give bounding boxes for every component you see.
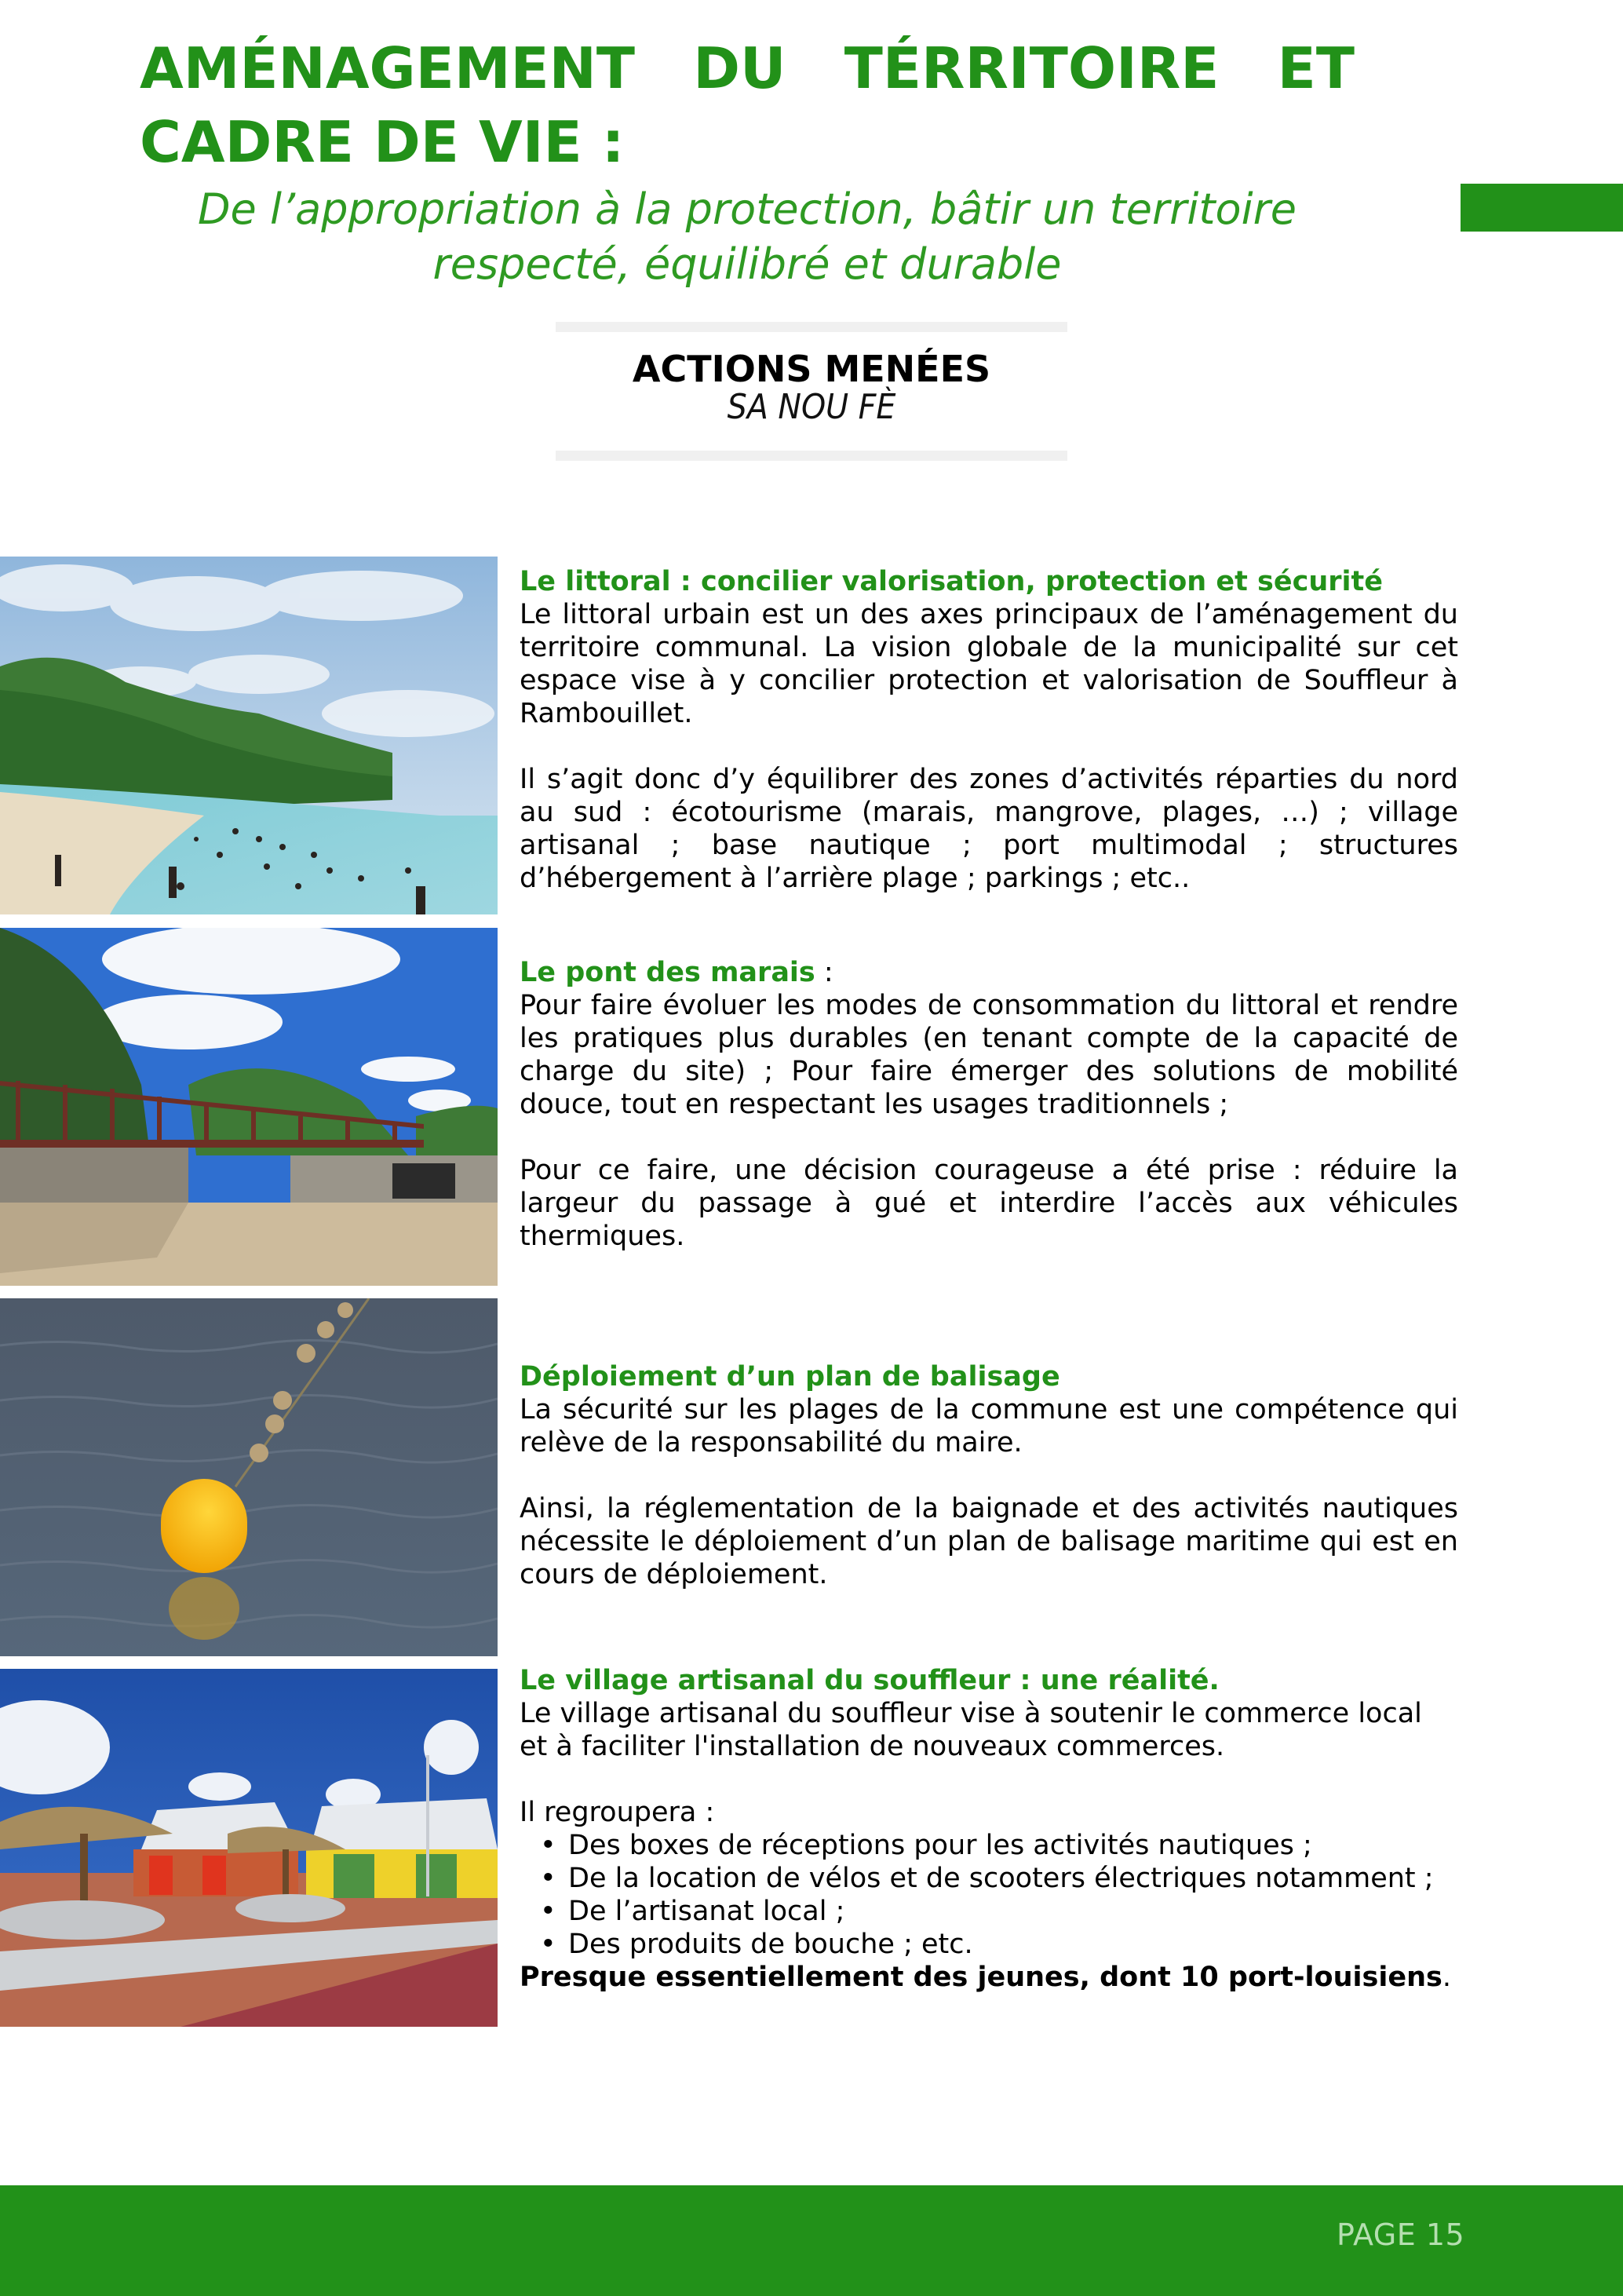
section-paragraph: Le littoral urbain est un des axes principaux de l’aménagement du territoire communal. La vision globale de la municipalité sur cet espace vise à y concilier protection et valorisation de Souffleur à Rambouillet. [520,599,1458,729]
closing-period: . [1442,1962,1451,1993]
list-item: • Des produits de bouche ; etc. [568,1928,1458,1961]
list-item: • De la location de vélos et de scooters électriques notamment ; [568,1862,1458,1895]
section-title: Le littoral : concilier valorisation, protection et sécurité [520,566,1384,597]
title-word: AMÉNAGEMENT [140,35,636,101]
page-footer [0,2185,1623,2296]
divider-top [556,322,1067,332]
section-paragraph: Le village artisanal du souffleur vise à soutenir le commerce local et à faciliter l'installation de nouveaux commerces. [520,1698,1422,1762]
title-word: ET [1277,35,1355,101]
title-word: TÉRRITOIRE [844,35,1220,101]
section-title: Déploiement d’un plan de balisage [520,1361,1060,1393]
beach-crowd-photo [0,557,498,914]
actions-title: ACTIONS MENÉES [632,348,991,390]
marsh-bridge-photo [0,928,498,1286]
actions-subtitle: SA NOU FÈ [727,387,896,427]
section-paragraph: Pour ce faire, une décision courageuse a été prise : réduire la largeur du passage à gué et interdire l’accès aux véhicules thermiques. [520,1155,1458,1252]
list-item: • Des boxes de réceptions pour les activités nautiques ; [568,1829,1458,1862]
page-title [140,31,1355,179]
title-word: DU [693,35,786,101]
closing-statement: Presque essentiellement des jeunes, dont 10 port-louisiens [520,1962,1442,1993]
divider-bottom [556,451,1067,461]
section-balisage [520,1360,1458,1591]
section-paragraph: Il s’agit donc d’y équilibrer des zones d’activités réparties du nord au sud : écotourisme (marais, mangrove, plages, …) ; village artisanal ; base nautique ; port multimodal ; structures d’hébergement à l’arrière plage ; parkings ; etc.. [520,764,1458,894]
section-village-artisanal [520,1664,1458,1994]
section-littoral [520,565,1458,895]
section-title-suffix: : [815,957,833,988]
page-subtitle [140,182,1355,292]
page-title-line2: CADRE DE VIE : [140,109,625,175]
section-title: Le village artisanal du souffleur : une réalité. [520,1665,1220,1696]
section-paragraph: Ainsi, la réglementation de la baignade et des activités nautiques nécessite le déploiement d’un plan de balisage maritime qui est en cours de déploiement. [520,1493,1458,1590]
green-accent-bar [1461,184,1623,232]
section-paragraph: La sécurité sur les plages de la commune est une compétence qui relève de la responsabilité du maire. [520,1394,1458,1458]
buoy-photo [0,1298,498,1656]
artisan-village-photo [0,1669,498,2027]
subtitle-line1: De l’appropriation à la protection, bâtir un territoire [197,184,1297,234]
section-pont-des-marais [520,956,1458,1253]
list-item: • De l’artisanat local ; [568,1895,1458,1928]
subtitle-line2: respecté, équilibré et durable [432,239,1062,289]
section-paragraph: Pour faire évoluer les modes de consommation du littoral et rendre les pratiques plus durables (en tenant compte de la capacité de charge du site) ; Pour faire émerger des solutions de mobilité douce, tout en respectant les usages traditionnels ; [520,990,1458,1120]
feature-list [520,1829,1458,1961]
page-title-line1 [140,31,1355,105]
page-number: PAGE 15 [1337,2218,1465,2252]
actions-heading-box [556,322,1067,463]
section-title: Le pont des marais [520,957,815,988]
section-paragraph: Il regroupera : [520,1797,715,1828]
